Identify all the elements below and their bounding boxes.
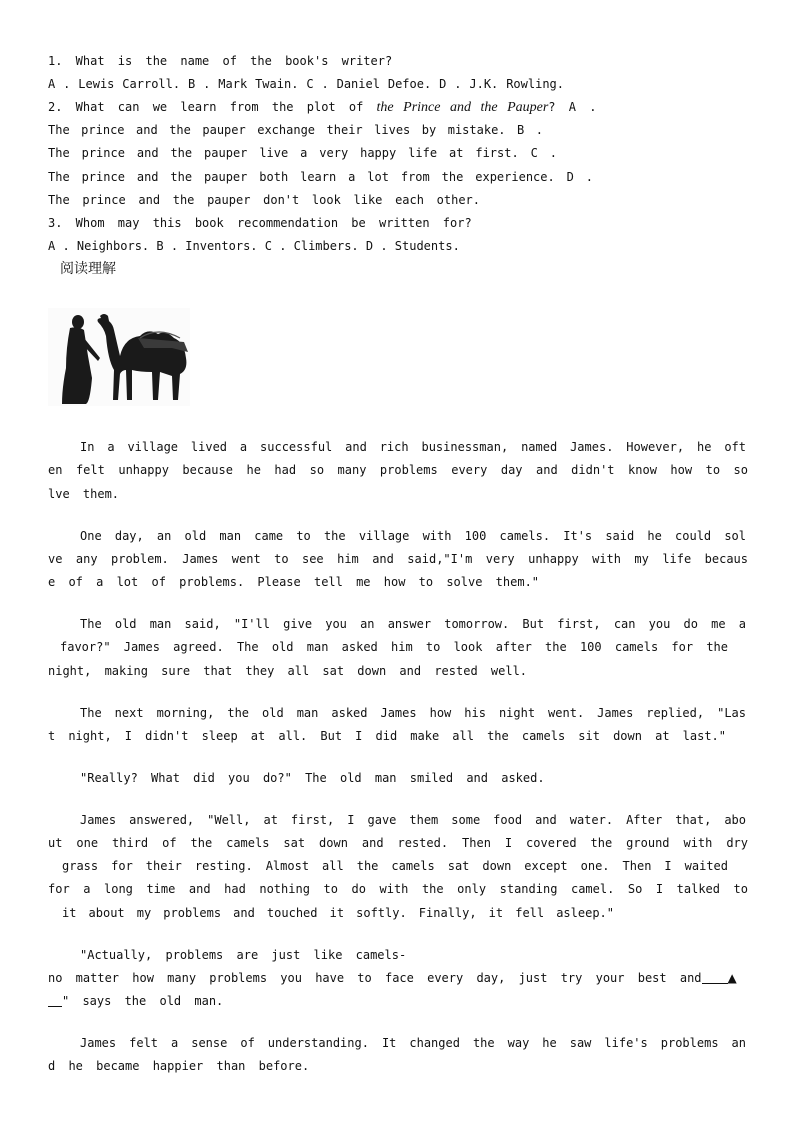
section-heading: 阅读理解 [60, 261, 116, 277]
passage-line-10: The next morning, the old man asked James how his night went. James replied, "Las [80, 706, 746, 720]
blank-marker-icon: ▲ [727, 971, 737, 985]
passage-line-6: e of a lot of problems. Please tell me how to solve them." [48, 575, 540, 589]
passage-line-1: In a village lived a successful and rich businessman, named James. However, he oft [80, 440, 746, 454]
passage-line-19-text: no matter how many problems you have to face every day, just try your best and [48, 971, 702, 985]
passage-line-16: for a long time and had nothing to do with the only standing camel. So I talked to [48, 882, 748, 896]
answer-blank[interactable] [702, 971, 728, 984]
question-2-suffix: ? A . [548, 100, 597, 114]
question-2-option-c: The prince and the pauper both learn a lot from the experience. D . [48, 170, 593, 184]
passage-line-12: "Really? What did you do?" The old man smiled and asked. [80, 771, 545, 785]
passage-line-14: ut one third of the camels sat down and rested. Then I covered the ground with dry [48, 836, 748, 850]
passage-line-21: James felt a sense of understanding. It changed the way he saw life's problems an [80, 1036, 746, 1050]
question-1-options: A . Lewis Carroll. B . Mark Twain. C . Daniel Defoe. D . J.K. Rowling. [48, 77, 564, 91]
question-3-line: 3. Whom may this book recommendation be written for? [48, 216, 472, 230]
passage-line-17: it about my problems and touched it softly. Finally, it fell asleep." [62, 906, 614, 920]
passage-line-22: d he became happier than before. [48, 1059, 310, 1073]
passage-line-8: favor?" James agreed. The old man asked him to look after the 100 camels for the [60, 640, 728, 654]
question-3-options: A . Neighbors. B . Inventors. C . Climbers. D . Students. [48, 239, 460, 253]
answer-blank-continued [48, 994, 62, 1007]
passage-line-20 [48, 993, 748, 1009]
camel-illustration [48, 308, 190, 406]
question-2-line [48, 99, 748, 116]
passage-line-19 [48, 970, 748, 986]
passage-line-3: lve them. [48, 487, 120, 501]
question-1-line: 1. What is the name of the book's writer? [48, 54, 393, 68]
passage-line-7: The old man said, "I'll give you an answer tomorrow. But first, can you do me a [80, 617, 746, 631]
passage-line-20-text: " says the old man. [62, 994, 224, 1008]
passage-line-13: James answered, "Well, at first, I gave them some food and water. After that, abo [80, 813, 746, 827]
passage-line-11: t night, I didn't sleep at all. But I did make all the camels sit down at last." [48, 729, 726, 743]
man-and-camel-icon [48, 308, 190, 406]
passage-line-15: grass for their resting. Almost all the camels sat down except one. Then I waited [62, 859, 728, 873]
passage-line-18: "Actually, problems are just like camels- [80, 948, 407, 962]
question-2-option-d: The prince and the pauper don't look like each other. [48, 193, 480, 207]
book-title: the Prince and the Pauper [376, 100, 549, 115]
passage-line-2: en felt unhappy because he had so many problems every day and didn't know how to so [48, 463, 748, 477]
passage-line-4: One day, an old man came to the village with 100 camels. It's said he could sol [80, 529, 746, 543]
passage-line-5: ve any problem. James went to see him and said,"I'm very unhappy with my life becaus [48, 552, 748, 566]
question-2-option-b: The prince and the pauper live a very happy life at first. C . [48, 146, 557, 160]
question-2-prefix: 2. What can we learn from the plot of [48, 100, 364, 114]
question-2-option-a: The prince and the pauper exchange their lives by mistake. B . [48, 123, 543, 137]
passage-line-9: night, making sure that they all sat down and rested well. [48, 664, 528, 678]
